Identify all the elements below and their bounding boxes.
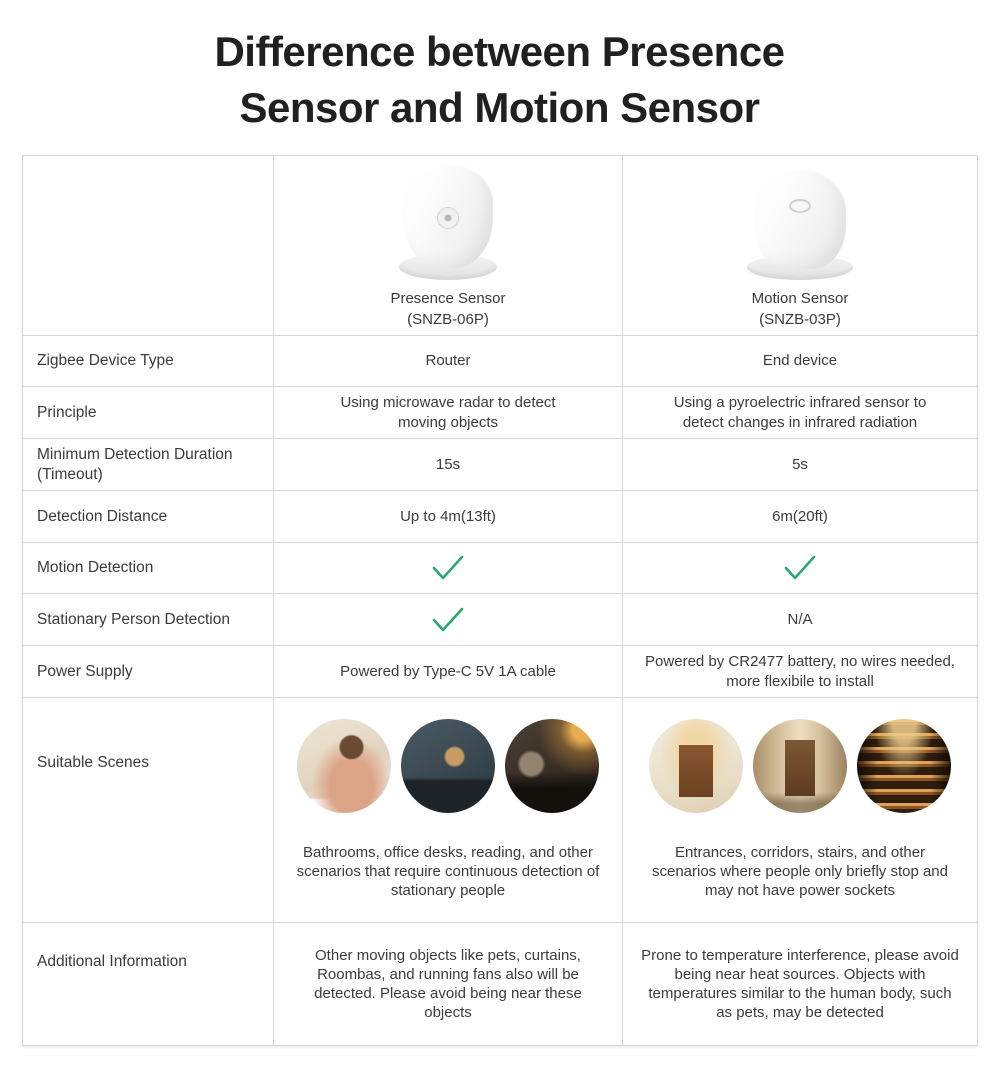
row-label-suitable-scenes: Suitable Scenes <box>23 698 274 923</box>
motion-detection-motion-cell <box>623 543 978 594</box>
header-empty-cell <box>23 156 274 336</box>
zigbee-type-presence-cell <box>274 336 623 387</box>
additional-motion-value: Prone to temperature interference, please avoid being near heat sources. Objects with temperatures similar to the human body, such as pets, may be detected <box>641 946 959 1022</box>
power-motion-value: Powered by CR2477 battery, no wires needed, more flexibile to install <box>645 653 955 690</box>
duration-presence-value: 15s <box>435 455 461 473</box>
stationary-motion-value: N/A <box>787 610 813 628</box>
motion-device-body <box>754 169 846 269</box>
row-label-motion-detection: Motion Detection <box>23 543 274 594</box>
row-label-power-supply: Power Supply <box>23 646 274 698</box>
bathroom-scene-image <box>297 719 391 813</box>
page-title-line1: Difference between Presence <box>214 28 785 75</box>
stationary-motion-cell <box>623 594 978 646</box>
presence-scene-images <box>297 719 599 813</box>
motion-scene-images <box>649 719 951 813</box>
presence-sensor-model: (SNZB-06P) <box>407 310 489 328</box>
page-title-line2: Sensor and Motion Sensor <box>239 84 760 131</box>
scenes-presence-caption: Bathrooms, office desks, reading, and other scenarios that require continuous detection of stationary people <box>296 844 600 900</box>
presence-header-cell <box>274 156 623 336</box>
power-motion-cell <box>623 646 978 698</box>
row-label-zigbee-device-type: Zigbee Device Type <box>23 336 274 387</box>
scenes-motion-cell <box>623 698 978 923</box>
additional-presence-value: Other moving objects like pets, curtains, Roombas, and running fans also will be detected. Please avoid being near these objects <box>314 946 582 1022</box>
motion-sensor-device-image <box>735 169 865 280</box>
scenes-motion-caption: Entrances, corridors, stairs, and other scenarios where people only briefly stop and may not have power sockets <box>651 844 948 900</box>
stairs-scene-image <box>857 719 951 813</box>
row-label-principle: Principle <box>23 387 274 439</box>
row-label-additional-information: Additional Information <box>23 923 274 1046</box>
scenes-presence-cell <box>274 698 623 923</box>
principle-motion-value: Using a pyroelectric infrared sensor to detect changes in infrared radiation <box>673 394 927 431</box>
corridor-scene-image <box>753 719 847 813</box>
zigbee-type-motion-cell <box>623 336 978 387</box>
stationary-presence-cell <box>274 594 623 646</box>
motion-device-button <box>789 199 811 213</box>
additional-motion-cell <box>623 923 978 1046</box>
zigbee-type-presence-value: Router <box>425 352 471 370</box>
presence-sensor-name: Presence Sensor <box>390 289 506 307</box>
principle-presence-cell <box>274 387 623 439</box>
reading-lamp-scene-image <box>505 719 599 813</box>
power-presence-value: Powered by Type-C 5V 1A cable <box>340 662 556 680</box>
motion-header-cell <box>623 156 978 336</box>
principle-motion-cell <box>623 387 978 439</box>
row-label-stationary-person-detection: Stationary Person Detection <box>23 594 274 646</box>
entrance-scene-image <box>649 719 743 813</box>
duration-presence-cell <box>274 439 623 491</box>
comparison-table <box>22 155 977 1046</box>
distance-motion-value: 6m(20ft) <box>772 507 828 525</box>
power-presence-cell <box>274 646 623 698</box>
principle-presence-value: Using microwave radar to detect moving objects <box>340 394 556 431</box>
additional-presence-cell <box>274 923 623 1046</box>
distance-presence-cell <box>274 491 623 543</box>
distance-presence-value: Up to 4m(13ft) <box>400 507 496 525</box>
row-label-detection-distance: Detection Distance <box>23 491 274 543</box>
distance-motion-cell <box>623 491 978 543</box>
duration-motion-value: 5s <box>792 455 808 473</box>
row-label-minimum-detection-duration: Minimum Detection Duration (Timeout) <box>23 439 274 491</box>
motion-detection-presence-cell <box>274 543 623 594</box>
page-title <box>0 24 999 136</box>
check-icon <box>429 604 467 636</box>
presence-sensor-device-image <box>383 169 513 280</box>
office-desk-scene-image <box>401 719 495 813</box>
motion-sensor-name: Motion Sensor <box>751 289 849 307</box>
zigbee-type-motion-value: End device <box>762 352 838 370</box>
check-icon <box>781 552 819 584</box>
presence-device-button <box>437 207 459 229</box>
check-icon <box>429 552 467 584</box>
motion-sensor-model: (SNZB-03P) <box>759 310 841 328</box>
duration-motion-cell <box>623 439 978 491</box>
